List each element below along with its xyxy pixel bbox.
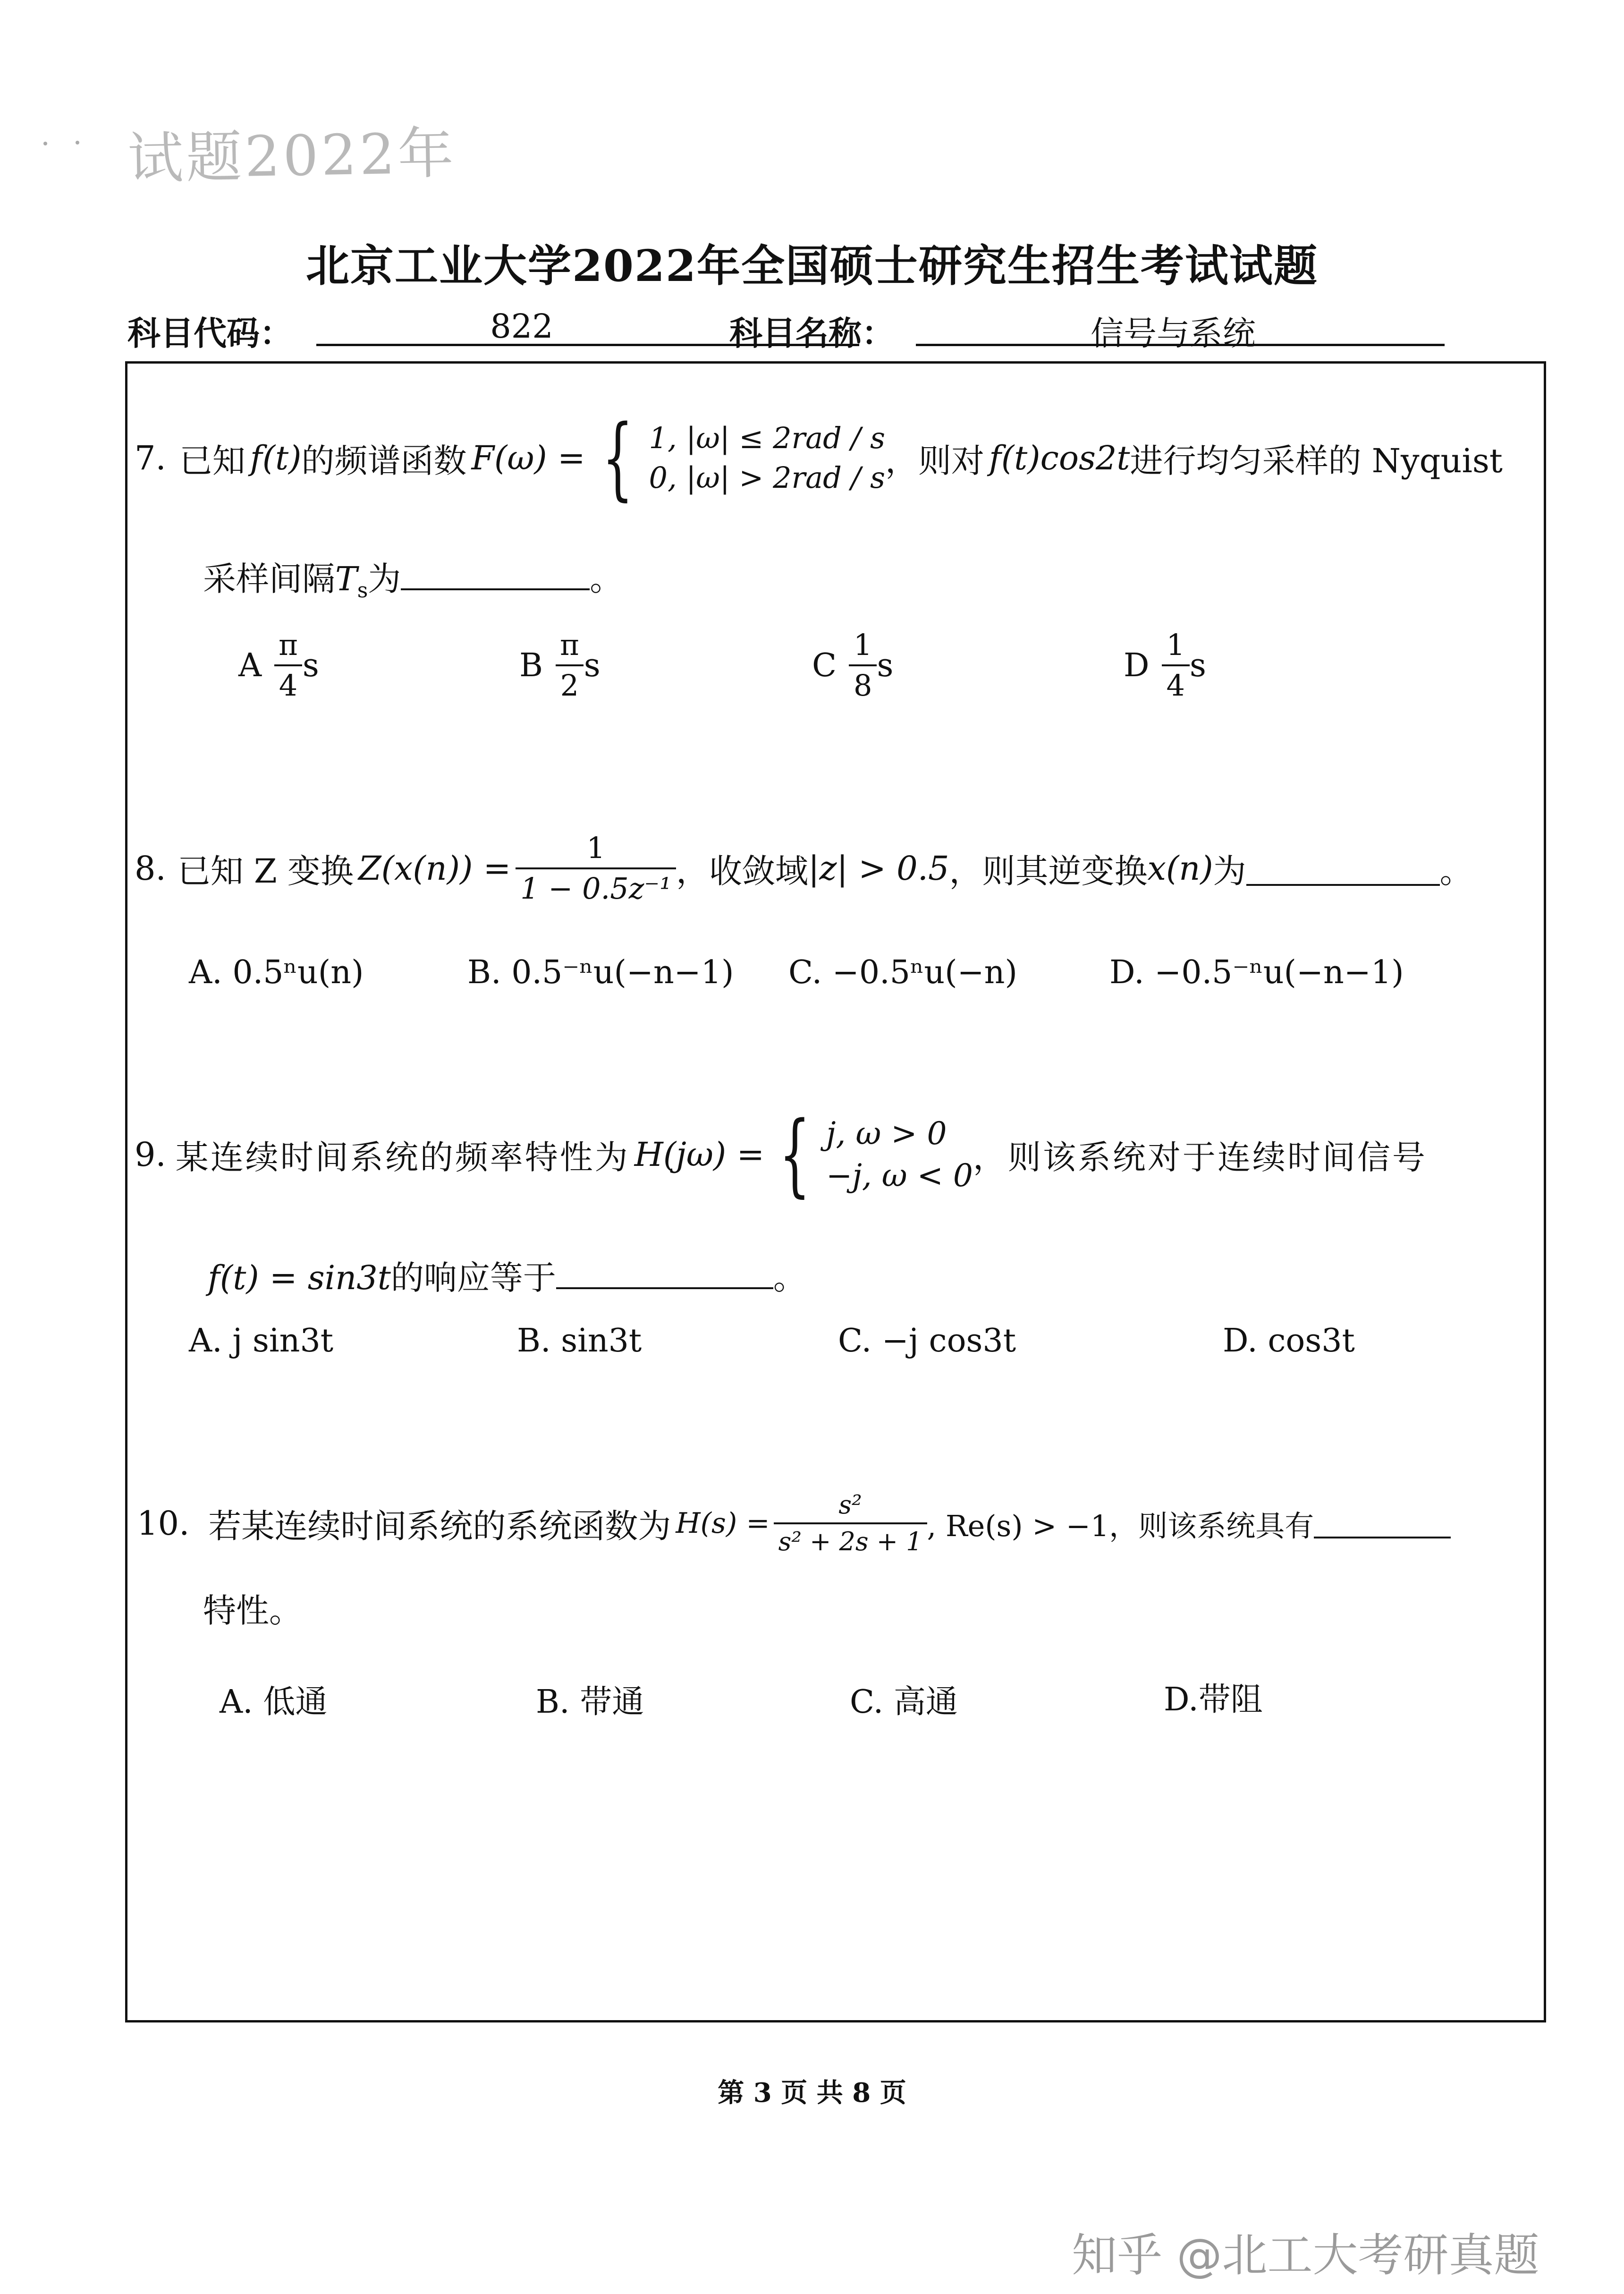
q8-text-a: 已知 Z 变换 [177,851,354,891]
scan-speck [43,142,47,145]
q7-option-b[interactable] [519,628,601,703]
q7-brace: { [601,406,634,510]
q7-opt-a-den: 4 [274,664,302,700]
q7-opt-c-unit: s [877,646,894,684]
q7-line2-end: 。 [590,560,623,598]
q8-option-c[interactable]: C. −0.5ⁿu(−n) [788,954,1017,991]
q9-option-a[interactable]: A. j sin3t [189,1322,334,1359]
q7-Fw: F(ω) = [471,439,585,477]
q7-opt-a-num: π [279,628,298,662]
q7-opt-a-frac [274,628,303,703]
q7-opt-b-letter: B [519,646,543,684]
subject-row [127,307,1445,354]
q10-option-c[interactable]: C. 高通 [850,1683,958,1721]
q7-text-c: ，则对 [885,441,984,480]
q7-line2-b: 为 [368,560,401,598]
scan-speck [76,141,79,144]
q7-opt-b-den: 2 [556,664,584,700]
watermark-text: 知乎 @北工大考研真题 [1072,2229,1539,2282]
question-9 [135,1102,1427,1206]
q10-answer-blank[interactable] [1314,1508,1451,1538]
q7-opt-c-num: 1 [854,628,872,662]
q7-opt-d-unit: s [1189,646,1206,684]
q8-option-b[interactable]: B. 0.5⁻ⁿu(−n−1) [467,954,734,991]
q7-opt-d-num: 1 [1166,628,1185,662]
q7-ft: f(t) [250,439,302,477]
q10-option-b[interactable]: B. 带通 [536,1683,644,1721]
q7-opt-d-den: 4 [1162,664,1190,700]
q7-Ts: T [335,560,357,598]
q7-opt-b-unit: s [584,646,601,684]
q9-Hjw: H(jω) = [634,1135,765,1174]
q9-option-b[interactable]: B. sin3t [517,1322,642,1359]
q9-brace: { [779,1102,811,1206]
q10-num: s² [838,1490,862,1520]
q8-option-a[interactable]: A. 0.5ⁿu(n) [189,954,364,991]
q8-fraction [516,831,676,906]
q7-answer-blank[interactable] [401,588,590,590]
exam-title: 北京工业大学2022年全国硕士研究生招生考试试题 [305,240,1319,291]
q8-text-d: 为 [1213,851,1246,891]
q9-text-a: 某连续时间系统的频率特性为 [175,1138,630,1177]
q8-den: 1 − 0.5z⁻¹ [516,867,676,903]
q7-line2-a: 采样间隔 [203,560,335,598]
question-7 [135,406,1503,510]
q7-opt-c-den: 8 [849,664,877,700]
q8-num: 1 [586,831,605,865]
q7-opt-a-letter: A [238,646,262,684]
q7-text-a: 已知 [179,441,245,480]
q10-line-2: 特性。 [203,1591,302,1630]
q8-xn: x(n) [1147,849,1213,888]
q9-answer-blank[interactable] [556,1287,773,1289]
q9-number: 9. [135,1135,166,1174]
q7-opt-b-num: π [559,628,579,662]
q7-opt-d-letter: D [1124,646,1150,684]
q9-line2-b: 的响应等于 [390,1258,556,1297]
q10-den: s² + 2s + 1 [774,1522,927,1555]
q8-answer-blank[interactable] [1246,851,1440,886]
page-number: 第 3 页 共 8 页 [718,2077,906,2108]
q7-option-c[interactable] [812,628,894,703]
q8-text-c: ，则其逆变换 [949,851,1148,891]
question-8 [135,831,1473,906]
header-stamp: 试题2022年 [127,120,457,192]
q10-text-b: , Re(s) > −1，则该系统具有 [927,1508,1314,1543]
q9-line-2 [208,1251,806,1299]
q9-option-d[interactable]: D. cos3t [1223,1322,1355,1359]
q7-line-2 [203,552,623,603]
q7-opt-b-frac [555,628,584,703]
q9-text-b: ，则该系统对于连续时间信号 [973,1138,1427,1177]
q7-text-d: 进行均匀采样的 Nyquist [1130,441,1503,480]
q9-piecewise [766,1102,973,1206]
subject-code-label: 科目代码： [127,314,293,353]
q7-opt-c-frac [849,628,877,703]
q8-Zx: Z(x(n)) = [358,849,511,888]
q9-signal: f(t) = sin3t [208,1258,391,1297]
q7-opt-d-frac [1162,628,1190,703]
q7-Ts-sub: s [357,578,368,603]
q9-case-1: j, ω > 0 [826,1115,947,1152]
q8-text-b: ，收敛域 [676,851,808,891]
q8-number: 8. [135,849,166,888]
q10-option-d[interactable]: D.带阻 [1164,1681,1263,1718]
q10-text-a: 若某连续时间系统的系统函数为 [208,1506,671,1546]
question-10 [137,1492,1451,1555]
q7-opt-a-unit: s [302,646,319,684]
q9-end: 。 [773,1258,806,1297]
q9-case-2: −j, ω < 0 [826,1157,973,1194]
q7-opt-c-letter: C [812,646,837,684]
q7-text-b: 的频谱函数 [301,441,467,480]
q10-number: 10. [137,1504,190,1543]
q10-fraction [774,1492,927,1555]
q10-Hs: H(s) = [676,1507,770,1540]
q8-option-d[interactable]: D. −0.5⁻ⁿu(−n−1) [1109,954,1404,991]
subject-name-label: 科目名称： [729,314,895,353]
subject-name-value: 信号与系统 [1091,314,1256,353]
q7-option-a[interactable] [238,628,319,703]
q8-roc: |z| > 0.5 [808,849,949,888]
q10-option-a[interactable]: A. 低通 [220,1683,328,1721]
q7-piecewise [589,406,885,510]
q7-expr: f(t)cos2t [989,439,1130,477]
q7-option-d[interactable] [1124,628,1206,703]
q7-case-2: 0, |ω| > 2rad / s [649,460,885,495]
q7-case-1: 1, |ω| ≤ 2rad / s [649,421,885,456]
q7-number: 7. [135,439,166,477]
q9-option-c[interactable]: C. −j cos3t [838,1322,1016,1359]
q8-end: 。 [1439,851,1473,891]
subject-code-value: 822 [490,307,553,346]
